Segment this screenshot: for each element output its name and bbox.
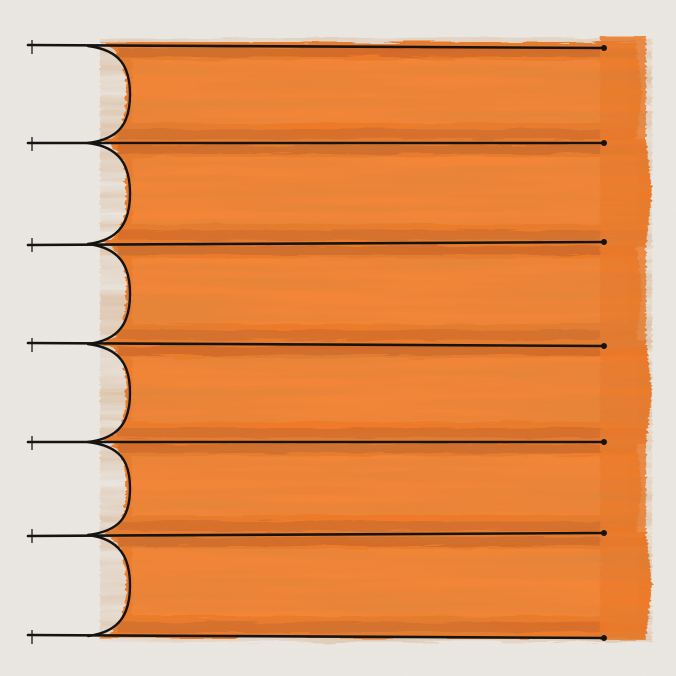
rule-end-dot bbox=[601, 343, 607, 349]
orange-marker-fill bbox=[100, 36, 652, 642]
rule-end-dot bbox=[601, 140, 607, 146]
rule-end-dot bbox=[601, 635, 607, 641]
marker-streaks bbox=[100, 36, 652, 642]
rule-end-dot bbox=[601, 239, 607, 245]
rule-end-dot bbox=[601, 439, 607, 445]
rule-end-dot bbox=[601, 530, 607, 536]
rule-end-dot bbox=[601, 45, 607, 51]
